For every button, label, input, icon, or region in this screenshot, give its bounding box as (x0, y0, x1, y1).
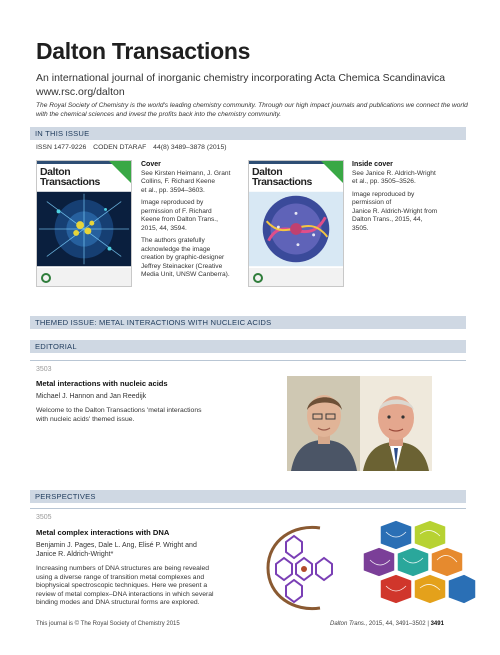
footer-journal: Dalton Trans., (330, 621, 368, 627)
issn-line (36, 144, 231, 151)
perspective-abstract-line5: binding modes and DNA structural forms are explored. (36, 599, 200, 607)
footer-copyright: This journal is © The Royal Society of Chemistry 2015 (36, 621, 180, 627)
editorial-authors: Michael J. Hannon and Jan Reedijk (36, 393, 147, 400)
footer-ref: 2015, 44, 3491–3502 (368, 621, 426, 627)
journal-title: Dalton Transactions (36, 38, 251, 64)
issn: ISSN 1477-9226 (36, 144, 87, 151)
inside-cover-thumb-title-line1: Dalton (252, 166, 283, 178)
cover-repro3: Keene from Dalton Trans., (141, 216, 218, 223)
cover-caption (141, 161, 245, 280)
inside-cover-line2: et al., pp. 3505–3526. (352, 178, 416, 185)
inside-cover-repro1: Image reproduced by (352, 190, 415, 198)
section-band-themed-issue: THEMED ISSUE: METAL INTERACTIONS WITH NUCLEIC ACIDS (30, 316, 466, 329)
rsc-logo-icon (41, 273, 51, 283)
section-band-perspectives: PERSPECTIVES (30, 490, 466, 503)
editorial-body-line2: with nucleic acids' themed issue. (36, 415, 135, 423)
inside-cover-line1: See Janice R. Aldrich-Wright (352, 169, 436, 177)
cover-repro1: Image reproduced by (141, 199, 204, 206)
cover-thumb-title-line2: Transactions (40, 176, 100, 188)
editorial-body (36, 407, 202, 424)
cover-thumb-title (40, 167, 100, 187)
editorial-title[interactable]: Metal interactions with nucleic acids (36, 379, 168, 388)
inside-cover-corner (321, 161, 343, 183)
cover-corner (109, 161, 131, 183)
hexagon-grid (363, 520, 476, 604)
footer-separator: | (427, 621, 429, 627)
issue-ref: 44(8) 3489–3878 (2015) (153, 144, 227, 151)
inside-cover-repro3: Janice R. Aldrich-Wright from (352, 207, 438, 215)
section-band-editorial: EDITORIAL (30, 340, 466, 353)
perspective-abstract-line2: using a diverse range of transition metal complexes and (36, 573, 205, 581)
perspective-title[interactable]: Metal complex interactions with DNA (36, 528, 170, 537)
inside-cover-footer (249, 268, 343, 286)
inside-cover-thumb-title-line2: Transactions (252, 176, 312, 188)
journal-subtitle: An international journal of inorganic chemistry incorporating Acta Chemica Scandinavica (36, 72, 446, 84)
cover-ack1: The authors gratefully (141, 237, 205, 244)
editorial-body-line1: Welcome to the Dalton Transactions 'metal interactions (36, 407, 202, 414)
footer-page-number: 3491 (430, 621, 444, 627)
journal-url[interactable]: www.rsc.org/dalton (36, 86, 125, 98)
inside-cover-caption (352, 161, 468, 233)
inside-cover-thumbnail[interactable] (248, 160, 344, 287)
molecule-icon (268, 527, 332, 608)
cover-label: Cover (141, 161, 161, 168)
perspective-authors (36, 541, 197, 559)
inside-cover-artwork (249, 191, 343, 267)
inside-cover-repro5: 3505. (352, 224, 369, 232)
section-band-in-this-issue: IN THIS ISSUE (30, 127, 466, 140)
cover-ack5: Media Unit, UNSW Canberra). (141, 271, 230, 278)
rsc-blurb: The Royal Society of Chemistry is the world's leading chemistry community. Through our high impact journals and publications we connect the world with the chemical sciences and invest the profits back into the chemistry community. (36, 102, 468, 118)
footer-citation (330, 621, 444, 627)
cover-repro4: 2015, 44, 3594. (141, 224, 187, 232)
perspective-page-number: 3505 (36, 514, 52, 521)
editors-photo-art (287, 376, 432, 471)
perspective-authors-line1: Benjamin J. Pages, Dale L. Ang, Elisé P. Wright and (36, 542, 197, 549)
perspective-abstract-line1: Increasing numbers of DNA structures are being revealed (36, 565, 210, 572)
editors-photo (287, 376, 432, 471)
divider (30, 360, 466, 361)
perspective-abstract (36, 565, 214, 608)
perspective-authors-line2: Janice R. Aldrich-Wright* (36, 551, 114, 558)
inside-cover-repro2: permission of (352, 199, 392, 206)
divider (30, 508, 466, 509)
cover-ack3: creation by graphic-designer (141, 254, 225, 261)
inside-cover-label: Inside cover (352, 161, 393, 168)
cover-thumb-title-line1: Dalton (40, 166, 71, 178)
perspective-abstract-line3: biophysical spectroscopic techniques. Here we present a (36, 582, 208, 590)
cover-line2: Collins, F. Richard Keene (141, 178, 216, 185)
perspective-abstract-line4: review of metal complex–DNA interactions in which several (36, 590, 214, 598)
rsc-logo-icon (253, 273, 263, 283)
cover-line3: et al., pp. 3594–3603. (141, 186, 205, 194)
cover-ack2: acknowledge the image (141, 245, 211, 253)
editorial-page-number: 3503 (36, 366, 52, 373)
cover-footer (37, 268, 131, 286)
cover-line1: See Kirsten Heimann, J. Grant (141, 169, 231, 177)
inside-cover-thumb-title (252, 167, 312, 187)
cover-repro2: permission of F. Richard (141, 207, 212, 215)
inside-cover-repro4: Dalton Trans., 2015, 44, (352, 216, 423, 223)
cover-ack4: Jeffrey Steinacker (Creative (141, 262, 223, 270)
perspective-graphical-abstract (262, 520, 476, 616)
coden: CODEN DTARAF (93, 144, 147, 151)
cover-thumbnail[interactable] (36, 160, 132, 287)
cover-artwork (37, 191, 131, 267)
